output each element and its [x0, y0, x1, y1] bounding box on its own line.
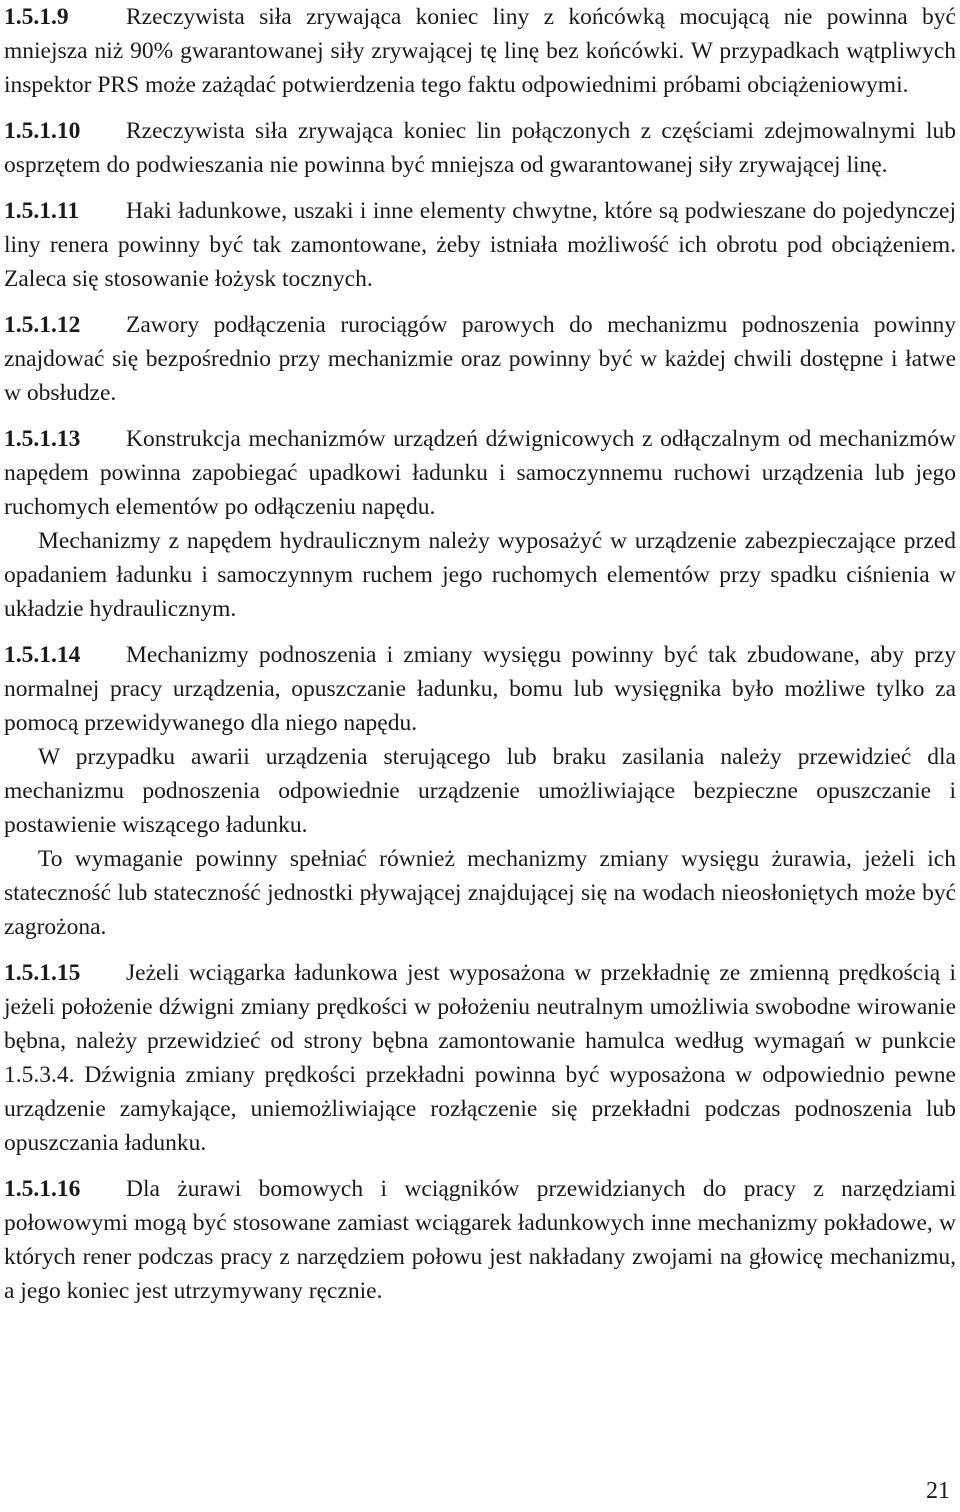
section-text: Rzeczywista siła zrywająca koniec liny z końcówką mocującą nie powinna być mniejsza niż 90% gwarantowanej siły zrywającej tę linę bez końcówki. W przypadkach wątpliwych inspektor PRS może zażądać potwierdzenia tego faktu odpowiednimi próbami obciążeniowymi.: [4, 4, 956, 98]
section-1-5-1-16: [4, 1172, 956, 1308]
section-number: 1.5.1.16: [4, 1176, 81, 1202]
section-text: Zawory podłączenia rurociągów parowych do mechanizmu podnoszenia powinny znajdować się bezpośrednio przy mechanizmie oraz powinny być w każdej chwili dostępne i łatwe w obsłudze.: [4, 312, 956, 406]
section-1-5-1-13: [4, 422, 956, 524]
section-text: To wymaganie powinny spełniać również mechanizmy zmiany wysięgu żurawia, jeżeli ich stateczność lub stateczność jednostki pływającej znajdującej się na wodach nieosłoniętych może być zagrożona.: [4, 846, 956, 940]
section-1-5-1-14-continuation-2: [4, 842, 956, 944]
section-text: Mechanizmy podnoszenia i zmiany wysięgu powinny być tak zbudowane, aby przy normalnej pracy urządzenia, opuszczanie ładunku, bomu lub wysięgnika było możliwe tylko za pomocą przewidywanego dla niego napędu.: [4, 642, 956, 736]
section-number: 1.5.1.12: [4, 312, 81, 338]
section-number: 1.5.1.9: [4, 4, 69, 30]
section-1-5-1-14: [4, 638, 956, 740]
section-number: 1.5.1.10: [4, 118, 81, 144]
section-number: 1.5.1.13: [4, 426, 81, 452]
section-text: Jeżeli wciągarka ładunkowa jest wyposażona w przekładnię ze zmienną prędkością i jeżeli położenie dźwigni zmiany prędkości w położeniu neutralnym umożliwia swobodne wirowanie bębna, należy przewidzieć od strony bębna zamontowanie hamulca według wymagań w punkcie 1.5.3.4. Dźwignia zmiany prędkości przekładni powinna być wyposażona w odpowiednio pewne urządzenie zamykające, uniemożliwiające rozłączenie się przekładni podczas podnoszenia lub opuszczania ładunku.: [4, 960, 956, 1156]
section-text: W przypadku awarii urządzenia sterującego lub braku zasilania należy przewidzieć dla mechanizmu podnoszenia odpowiednie urządzenie umożliwiające bezpieczne opuszczanie i postawienie wiszącego ładunku.: [4, 744, 956, 838]
section-text: Dla żurawi bomowych i wciągników przewidzianych do pracy z narzędziami połowowymi mogą być stosowane zamiast wciągarek ładunkowych inne mechanizmy pokładowe, w których rener podczas pracy z narzędziem połowu jest nakładany zwojami na głowicę mechanizmu, a jego koniec jest utrzymywany ręcznie.: [4, 1176, 956, 1304]
section-number: 1.5.1.14: [4, 642, 81, 668]
section-text: Rzeczywista siła zrywająca koniec lin połączonych z częściami zdejmowalnymi lub osprzętem do podwieszania nie powinna być mniejsza od gwarantowanej siły zrywającej linę.: [4, 118, 956, 178]
section-number: 1.5.1.15: [4, 960, 81, 986]
section-1-5-1-9: [4, 0, 956, 102]
section-1-5-1-13-continuation: [4, 524, 956, 626]
section-1-5-1-14-continuation-1: [4, 740, 956, 842]
section-text: Mechanizmy z napędem hydraulicznym należy wyposażyć w urządzenie zabezpieczające przed opadaniem ładunku i samoczynnym ruchem jego ruchomych elementów przy spadku ciśnienia w układzie hydraulicznym.: [4, 528, 956, 622]
section-text: Konstrukcja mechanizmów urządzeń dźwignicowych z odłączalnym od mechanizmów napędem powinna zapobiegać upadkowi ładunku i samoczynnemu ruchowi urządzenia lub jego ruchomych elementów po odłączeniu napędu.: [4, 426, 956, 520]
section-number: 1.5.1.11: [4, 198, 80, 224]
section-1-5-1-10: [4, 114, 956, 182]
document-page: [4, 0, 956, 1308]
section-1-5-1-11: [4, 194, 956, 296]
section-1-5-1-15: [4, 956, 956, 1160]
section-1-5-1-12: [4, 308, 956, 410]
section-text: Haki ładunkowe, uszaki i inne elementy chwytne, które są podwieszane do pojedynczej liny renera powinny być tak zamontowane, żeby istniała możliwość ich obrotu pod obciążeniem. Zaleca się stosowanie łożysk tocznych.: [4, 198, 956, 292]
page-number: 21: [926, 1478, 950, 1504]
